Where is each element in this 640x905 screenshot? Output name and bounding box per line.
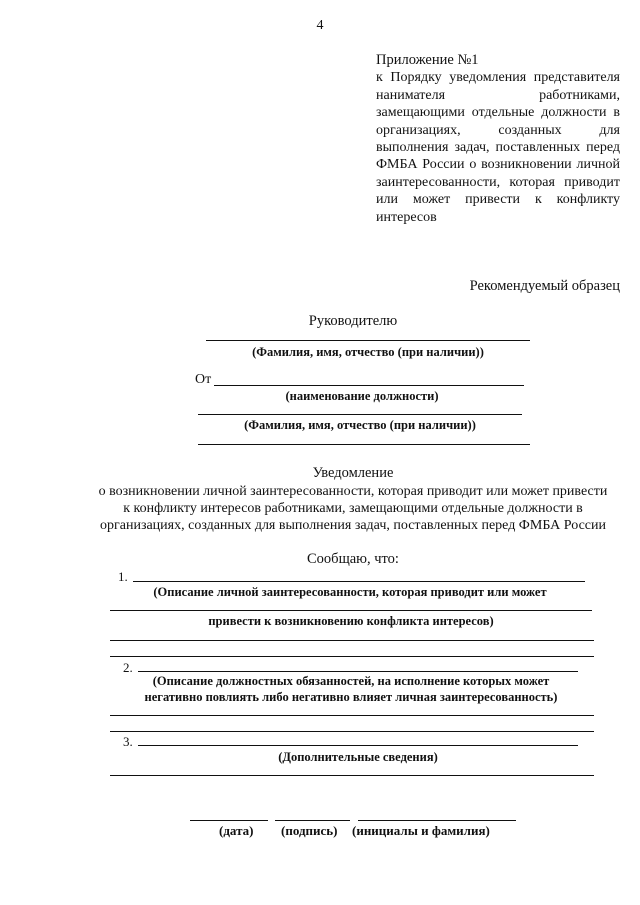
- item-1-line-3[interactable]: [110, 640, 594, 641]
- item-3-line-2[interactable]: [110, 775, 594, 776]
- signature-date-hint: (дата): [219, 823, 254, 838]
- signature-line[interactable]: [275, 820, 350, 821]
- item-1-hint-1: (Описание личной заинтересованности, которая приводит или может: [153, 585, 547, 599]
- sender-position-line[interactable]: [214, 385, 524, 386]
- addressee-name-hint: (Фамилия, имя, отчество (при наличии)): [252, 345, 484, 359]
- item-1-hint-2: привести к возникновению конфликта интересов): [208, 614, 494, 628]
- sender-extra-line[interactable]: [198, 444, 530, 445]
- item-3-hint: (Дополнительные сведения): [278, 750, 438, 764]
- item-2-number: 2.: [123, 660, 133, 675]
- item-2-line[interactable]: [138, 671, 578, 672]
- appendix-title: Приложение №1: [376, 52, 479, 68]
- addressee-name-line[interactable]: [206, 340, 530, 341]
- item-2-hint-1: (Описание должностных обязанностей, на исполнение которых может: [152, 674, 550, 688]
- notification-subtitle: о возникновении личной заинтересованности, которая приводит или может привести к конфликту интересов работниками, замещающими отдельные должности в организациях, созданных для выполнения задач, поставленных перед ФМБА России: [98, 484, 608, 533]
- item-3-line[interactable]: [138, 745, 578, 746]
- date-line[interactable]: [190, 820, 268, 821]
- item-3-number: 3.: [123, 734, 133, 749]
- sender-name-line[interactable]: [198, 414, 522, 415]
- signature-hint: (подпись): [281, 823, 338, 838]
- sender-name-hint: (Фамилия, имя, отчество (при наличии)): [244, 418, 476, 432]
- item-1-number: 1.: [118, 569, 128, 584]
- item-1-line[interactable]: [133, 581, 585, 582]
- appendix-text: к Порядку уведомления представителя нанимателя работниками, замещающими отдельные должности в организациях, созданных для выполнения задач, поставленных перед ФМБА России о возникновении личной заинтересованности, которая приводит или может привести к конфликту интересов: [376, 70, 620, 225]
- page-number: 4: [316, 18, 324, 33]
- sender-position-hint: (наименование должности): [285, 389, 439, 403]
- report-intro: Сообщаю, что:: [307, 551, 399, 567]
- sample-label: Рекомендуемый образец: [469, 278, 620, 294]
- appendix-block: [376, 52, 620, 226]
- item-1-line-4[interactable]: [110, 656, 594, 657]
- addressee-heading: Руководителю: [308, 313, 398, 329]
- item-2-line-3[interactable]: [110, 731, 594, 732]
- from-label: От: [195, 372, 212, 387]
- item-2-hint-2: негативно повлиять либо негативно влияет личная заинтересованность): [144, 690, 558, 704]
- signature-initials-hint: (инициалы и фамилия): [352, 823, 490, 838]
- notification-title: Уведомление: [312, 465, 394, 481]
- item-1-line-2[interactable]: [110, 610, 592, 611]
- initials-line[interactable]: [358, 820, 516, 821]
- item-2-line-2[interactable]: [110, 715, 594, 716]
